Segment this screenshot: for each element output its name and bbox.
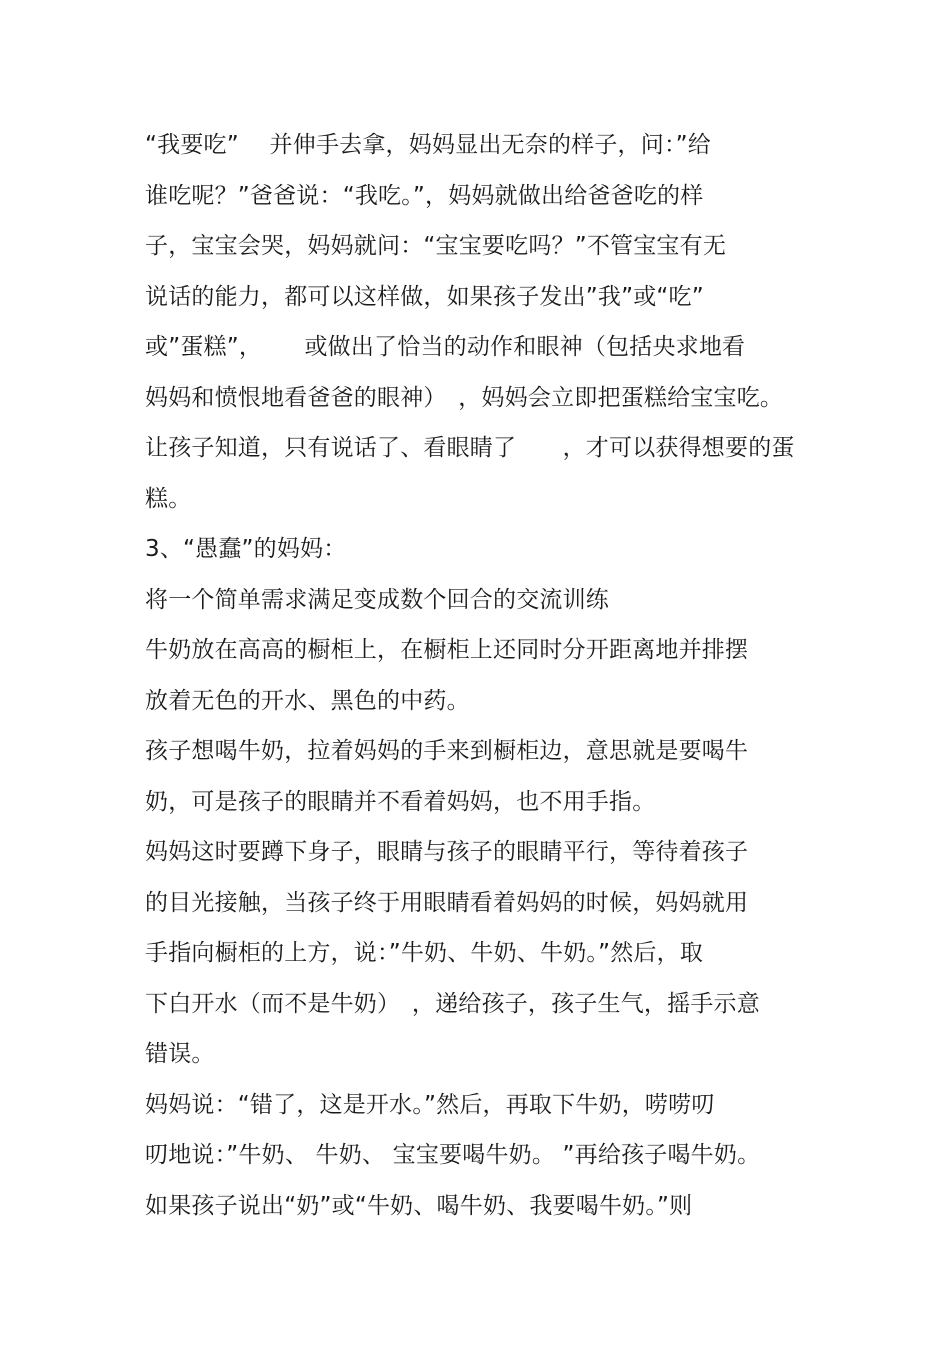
paragraph-line: 错误。 xyxy=(145,1041,215,1067)
paragraph-line: 手指向橱柜的上方，说：”牛奶、牛奶、牛奶。”然后，取 xyxy=(145,940,704,966)
paragraph-line: 妈妈和愤恨地看爸爸的眼神） ，妈妈会立即把蛋糕给宝宝吃。 xyxy=(145,384,784,411)
paragraph-line: 孩子想喝牛奶，拉着妈妈的手来到橱柜边，意思就是要喝牛 xyxy=(145,738,749,764)
paragraph-line: 如果孩子说出“奶”或“牛奶、喝牛奶、我要喝牛奶。”则 xyxy=(145,1192,693,1219)
paragraph-line: 的目光接触，当孩子终于用眼睛看着妈妈的时候，妈妈就用 xyxy=(145,889,749,916)
document-body xyxy=(145,120,805,1231)
paragraph-line: 牛奶放在高高的橱柜上，在橱柜上还同时分开距离地并排摆 xyxy=(145,637,749,663)
paragraph-line: 奶，可是孩子的眼睛并不看着妈妈，也不用手指。 xyxy=(145,788,656,815)
section-heading: 3、“愚蠢”的妈妈： xyxy=(145,536,347,562)
paragraph-line: 妈妈说：“错了，这是开水。”然后，再取下牛奶，唠唠叨 xyxy=(145,1091,715,1118)
paragraph-line: 说话的能力，都可以这样做，如果孩子发出”我”或“吃” xyxy=(145,283,704,310)
paragraph-line: “我要吃” 并伸手去拿，妈妈显出无奈的样子，问：”给 xyxy=(145,132,711,158)
paragraph-line: 叨地说：”牛奶、 牛奶、 宝宝要喝牛奶。 ”再给孩子喝牛奶。 xyxy=(145,1142,761,1168)
paragraph-line: 妈妈这时要蹲下身子，眼睛与孩子的眼睛平行，等待着孩子 xyxy=(145,839,749,865)
paragraph-line: 糕。 xyxy=(145,485,192,512)
paragraph-line: 让孩子知道，只有说话了、看眼睛了 ，才可以获得想要的蛋 xyxy=(145,435,795,461)
paragraph-line: 将一个简单需求满足变成数个回合的交流训练 xyxy=(145,586,609,613)
paragraph-line: 下白开水（而不是牛奶） ，递给孩子，孩子生气，摇手示意 xyxy=(145,990,760,1017)
paragraph-line: 谁吃呢？”爸爸说：“我吃。”，妈妈就做出给爸爸吃的样 xyxy=(145,182,704,209)
paragraph-line: 放着无色的开水、黑色的中药。 xyxy=(145,687,470,714)
paragraph-line: 子，宝宝会哭，妈妈就问：“宝宝要吃吗？”不管宝宝有无 xyxy=(145,233,727,259)
paragraph-line: 或”蛋糕”， 或做出了恰当的动作和眼神（包括央求地看 xyxy=(145,334,746,360)
